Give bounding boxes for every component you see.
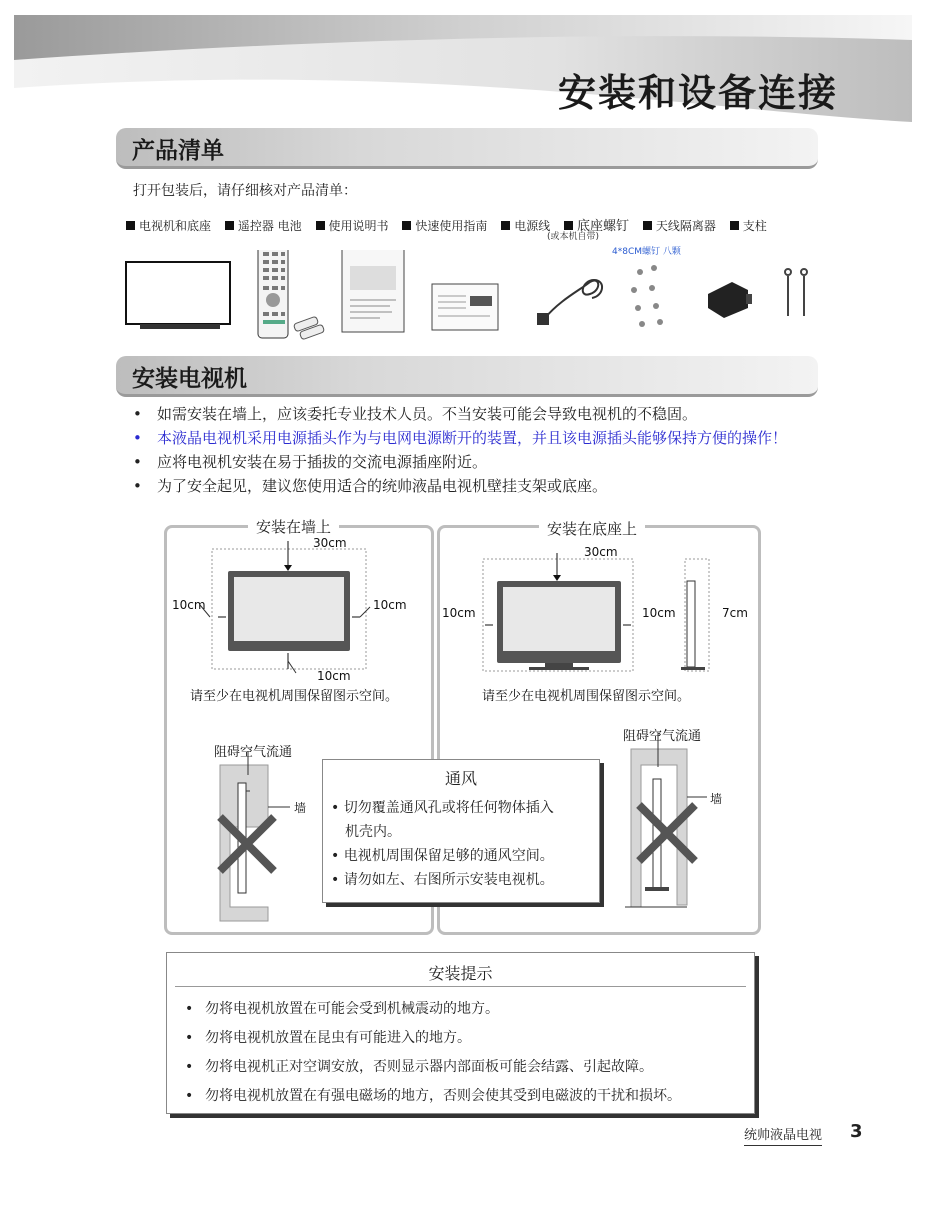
square-bullet-icon	[501, 221, 510, 230]
list-item: 快速使用指南	[402, 219, 487, 233]
stand-top-label: 30cm	[584, 545, 618, 559]
antenna-isolator-icon	[708, 282, 752, 318]
list-item: • 切勿覆盖通风孔或将任何物体插入	[331, 800, 554, 816]
list-item: 机壳内。	[345, 824, 401, 840]
product-intro: 打开包装后，请仔细核对产品清单：	[133, 183, 357, 199]
square-bullet-icon	[316, 221, 325, 230]
wall-panel-title: 安装在墙上	[248, 516, 339, 537]
list-item: 底座螺钉	[564, 219, 629, 234]
battery-icon	[293, 316, 324, 340]
blocked-stand-illustration	[625, 733, 707, 907]
page-number: 3	[850, 1121, 863, 1142]
side-view-tv	[681, 559, 709, 671]
square-bullet-icon	[126, 221, 135, 230]
tv-icon	[126, 262, 230, 329]
wall-top-label: 30cm	[313, 536, 347, 550]
ventilation-title: 通风	[444, 769, 477, 788]
wall-bottom-label: 10cm	[317, 669, 351, 683]
square-bullet-icon	[225, 221, 234, 230]
section-title-product: 产品清单	[132, 138, 224, 164]
wall-wall-label: 墙	[294, 801, 307, 815]
wall-note: 请至少在电视机周围保留图示空间。	[190, 689, 399, 704]
list-item: 支柱	[730, 219, 767, 233]
footer-brand: 统帅液晶电视	[744, 1124, 822, 1146]
list-item: 天线隔离器	[643, 219, 716, 233]
list-item: • 请勿如左、右图所示安装电视机。	[331, 872, 554, 888]
list-item: • 本液晶电视机采用电源插头作为与电网电源断开的装置，并且该电源插头能够保持方便的操作！	[133, 429, 788, 447]
stand-note: 请至少在电视机周围保留图示空间。	[482, 689, 691, 704]
list-item: 使用说明书	[316, 219, 389, 233]
list-item: 电视机和底座	[126, 219, 211, 233]
stand-blocked-label: 阻碍空气流通	[623, 729, 702, 744]
wall-blocked-label: 阻碍空气流通	[214, 745, 293, 760]
list-item: • 勿将电视机放置在可能会受到机械震动的地方。	[185, 1001, 499, 1017]
install-bullets	[133, 402, 787, 498]
list-item: • 如需安装在墙上，应该委托专业技术人员。不当安装可能会导致电视机的不稳固。	[133, 405, 698, 423]
install-tips-box	[166, 952, 755, 1114]
page-title: 安装和设备连接	[557, 71, 838, 115]
product-illustrations	[120, 250, 820, 345]
manual-icon	[342, 250, 404, 332]
list-item: 遥控器 电池	[225, 219, 302, 233]
list-item: • 电视机周围保留足够的通风空间。	[331, 848, 554, 864]
stand-left-label: 10cm	[442, 606, 476, 620]
tips-title: 安装提示	[428, 964, 493, 983]
wall-right-label: 10cm	[373, 598, 407, 612]
tips-list	[185, 995, 681, 1111]
stand-panel-title: 安装在底座上	[539, 518, 645, 539]
section-title-install: 安装电视机	[132, 366, 247, 392]
square-bullet-icon	[643, 221, 652, 230]
screws-icon	[631, 265, 663, 327]
square-bullet-icon	[402, 221, 411, 230]
list-item: • 应将电视机安装在易于插拔的交流电源插座附近。	[133, 453, 488, 471]
remote-control-icon	[258, 250, 288, 338]
ventilation-box	[322, 759, 600, 903]
stand-wall-label: 墙	[710, 792, 723, 806]
power-cord-note: (或本机自带)	[547, 232, 600, 242]
list-item: • 勿将电视机放置在有强电磁场的地方，否则会使其受到电磁波的干扰和损坏。	[185, 1088, 681, 1104]
stand-side-label: 7cm	[722, 606, 748, 620]
section-bar-product	[116, 128, 818, 169]
list-item: 电源线	[501, 219, 550, 233]
list-item: • 为了安全起见，建议您使用适合的统帅液晶电视机壁挂支架或底座。	[133, 477, 608, 495]
tips-divider	[175, 986, 746, 987]
screw-note: 4*8CM螺钉 八颗	[612, 247, 681, 257]
list-item: • 勿将电视机正对空调安放，否则显示器内部面板可能会结露、引起故障。	[185, 1059, 653, 1075]
square-bullet-icon	[730, 221, 739, 230]
stand-post-icon	[785, 269, 807, 316]
stand-right-label: 10cm	[642, 606, 676, 620]
quick-guide-icon	[432, 284, 498, 330]
item-list	[126, 215, 777, 234]
wall-left-label: 10cm	[172, 598, 206, 612]
ventilation-list	[331, 796, 554, 892]
power-cord-icon	[538, 280, 602, 324]
section-bar-install	[116, 356, 818, 397]
blocked-wall-illustration	[220, 751, 290, 921]
list-item: • 勿将电视机放置在昆虫有可能进入的地方。	[185, 1030, 471, 1046]
